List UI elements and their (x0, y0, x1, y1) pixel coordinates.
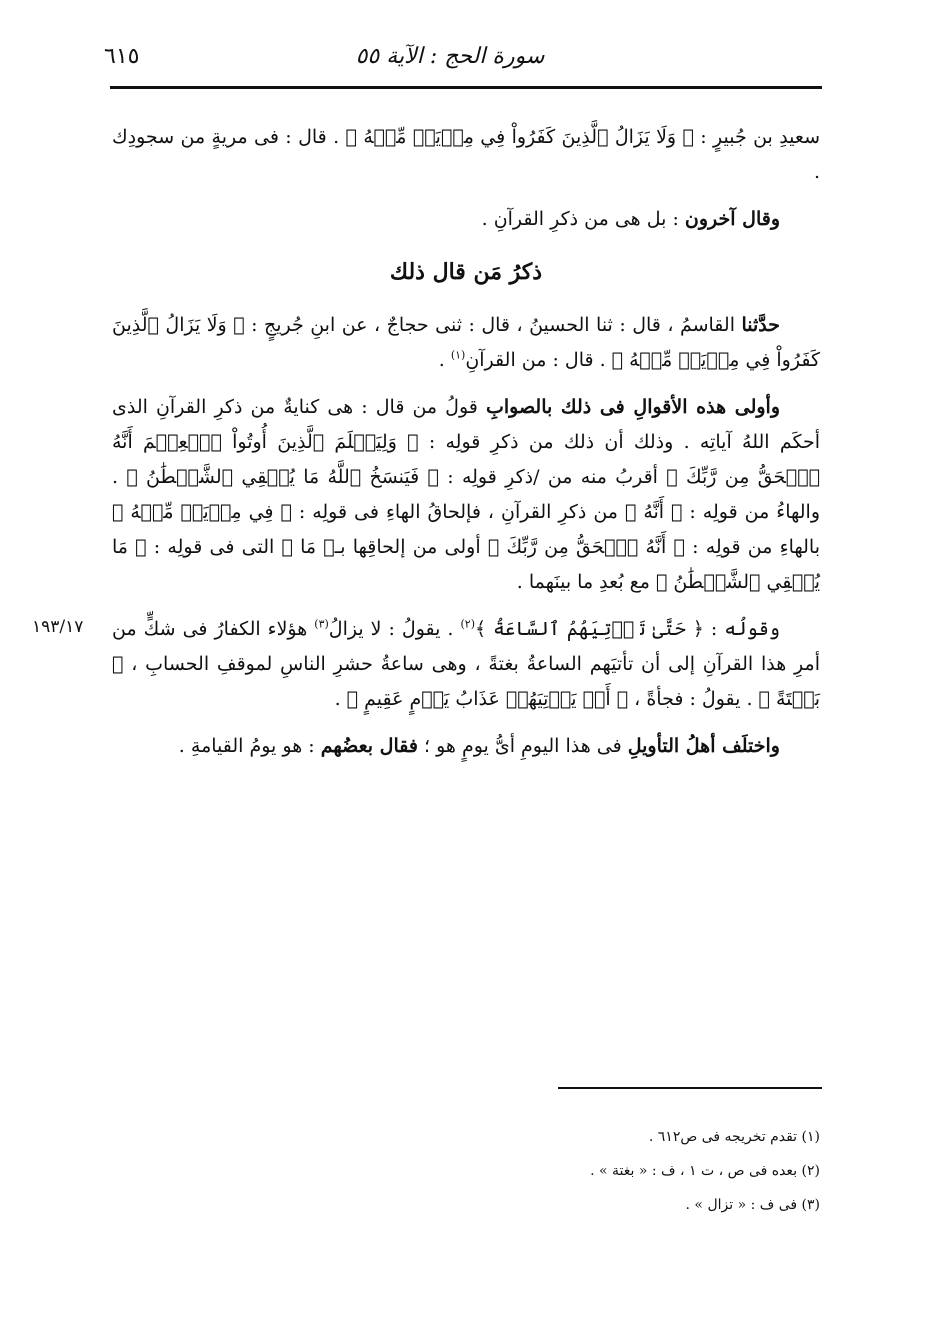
footnote-marker-3: (٣) (314, 617, 329, 631)
paragraph-3 (112, 308, 820, 378)
section-heading: ذكرُ مَن قال ذلك (389, 259, 543, 285)
paragraph-5-text-b: . يقولُ : لا يزالُ (328, 618, 461, 640)
paragraph-5 (112, 612, 820, 717)
footnote-1: (١) تقدم تخريجه فى ص٦١٢ . (648, 1129, 820, 1145)
body-text (112, 120, 820, 776)
paragraph-4-lead: وأولى هذه الأقوالِ فى ذلك بالصوابِ (485, 396, 780, 418)
footnote-2: (٢) بعده فى ص ، ت ١ ، ف : « بغتة » . (590, 1163, 820, 1179)
paragraph-6-text-b: : هو يومُ القيامةِ . (178, 735, 321, 757)
paragraph-2-text: : بل هى من ذكرِ القرآنِ . (481, 208, 685, 230)
paragraph-6 (112, 729, 820, 764)
paragraph-1: سعيدِ بن جُبيرٍ : ﴿ وَلَا يَزَالُ ٱلَّذِينَ كَفَرُواْ فِي مِرۡيَةٖ مِّنۡهُ ﴾ . قال : فى مريةٍ من سجودِك . (112, 126, 820, 183)
paragraph-6-lead-b: فقال بعضُهم (320, 735, 418, 757)
paragraph-6-lead-a: واختلَف أهلُ التأويلِ (627, 735, 780, 757)
paragraph-5-text-c: هؤلاء الكفارُ فى شكٍّ من أمرِ هذا القرآنِ إلى أن تأتيَهم الساعةُ بغتةً ، وهى ساعةُ حشرِ الناسِ لموقفِ الحسابِ ، ﴿ بَغۡتَةً ﴾ . يقولُ : فجأةً ، ﴿ أَوۡ يَأۡتِيَهُمۡ عَذَابُ يَوۡمٍ عَقِيمٍ ﴾ . (112, 618, 820, 710)
header-rule (110, 86, 822, 89)
paragraph-4-text: قولُ من قال : هى كنايةٌ من ذكرِ القرآنِ الذى أحكَم اللهُ آياتِه . وذلك أن ذلك من ذكرِ قولِه : ﴿ وَلِيَعۡلَمَ ٱلَّذِينَ أُوتُواْ ٱلۡعِلۡمَ أَنَّهُ ٱلۡحَقُّ مِن رَّبِّكَ ﴾ أقربُ منه من /ذكرِ قولِه : ﴿ فَيَنسَخُ ٱللَّهُ مَا يُلۡقِي ٱلشَّيۡطَٰنُ ﴾ . والهاءُ من قولِه : ﴿ أَنَّهُ ﴾ من ذكرِ القرآنِ ، فإلحاقُ الهاءِ فى قولِه : ﴿ فِي مِرۡيَةٖ مِّنۡهُ ﴾ بالهاءِ من قولِه : ﴿ أَنَّهُ ٱلۡحَقُّ مِن رَّبِّكَ ﴾ أولى من إلحاقِها بـ﴿ مَا ﴾ التى فى قولِه : ﴿ مَا يُلۡقِي ٱلشَّيۡطَٰنُ ﴾ مع بُعدِ ما بينَهما . (112, 396, 820, 593)
running-head: سورة الحج : الآية ٥٥ (355, 44, 545, 69)
paragraph-6-text-a: فى هذا اليومِ أىُّ يومٍ هو ؛ (417, 735, 628, 757)
page-number: ٦١٥ (104, 44, 140, 69)
paragraph-2-lead: وقال آخرون (684, 208, 780, 230)
footnote-3: (٣) فى ف : « تزال » . (685, 1197, 820, 1213)
footnote-marker-2: (٢) (460, 617, 475, 631)
paragraph-3-text: القاسمُ ، قال : ثنا الحسينُ ، قال : ثنى حجاجٌ ، عن ابنِ جُريجٍ : ﴿ وَلَا يَزَالُ ٱلَّذِينَ كَفَرُواْ فِي مِرۡيَةٖ مِّنۡهُ ﴾ . قال : من القرآنِ (112, 314, 820, 371)
paragraph-4 (112, 390, 820, 600)
footnote-marker-1: (١) (450, 348, 466, 362)
footnotes (400, 1120, 820, 1222)
paragraph-3-end: . (438, 349, 451, 371)
footnote-rule (558, 1087, 822, 1089)
paragraph-3-lead: حدَّثنا (741, 314, 780, 336)
paragraph-5-text-a: وقولُه : ﴿ حَتَّىٰ تَأۡتِيَهُمُ ٱلسَّاعَةُ ﴾ (474, 618, 781, 640)
paragraph-2 (112, 202, 820, 237)
margin-reference: ١٩٣/١٧ (32, 617, 84, 637)
